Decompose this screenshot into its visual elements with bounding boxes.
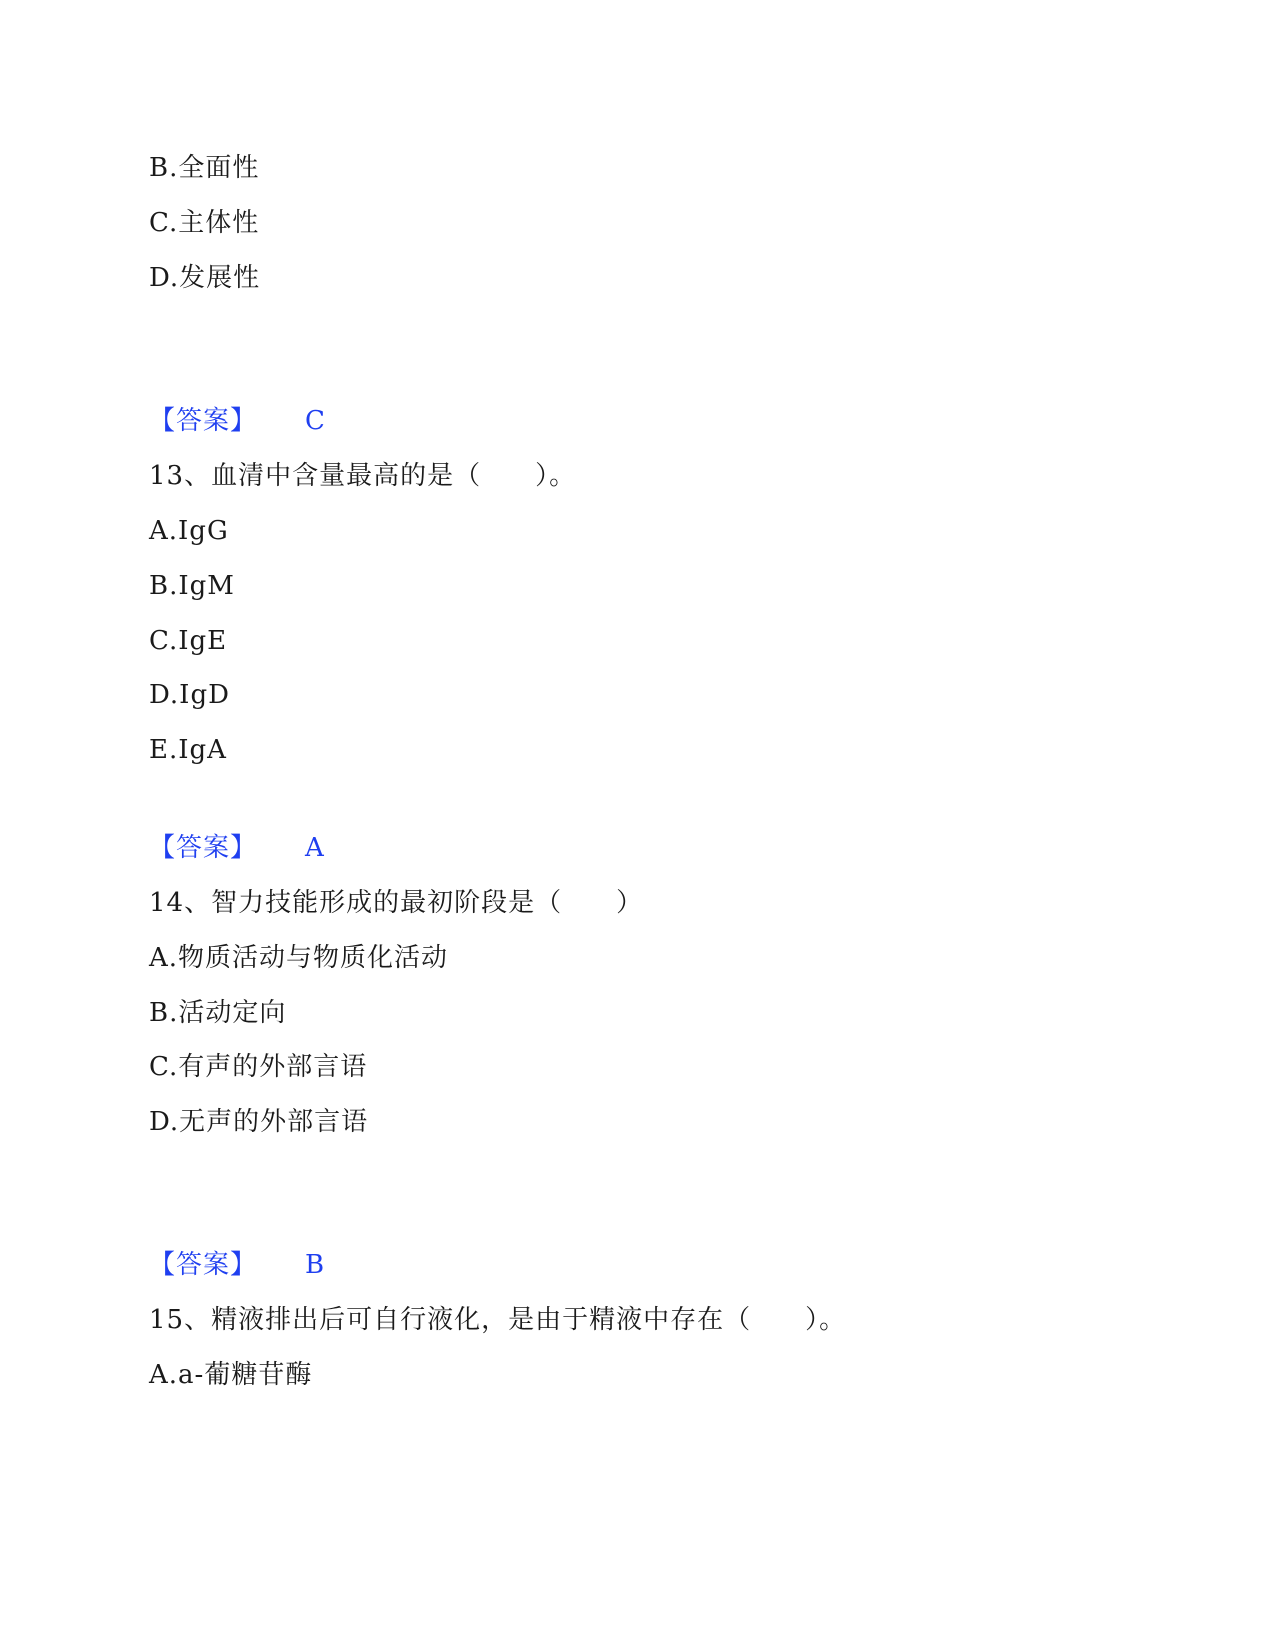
q14-option-c: C.有声的外部言语 [149,1052,368,1082]
q14-question: 14、智力技能形成的最初阶段是（ ） [149,888,644,918]
q12-option-b: B.全面性 [149,153,260,183]
q13-option-a: A.IgG [149,516,229,546]
q12-answer [149,404,325,438]
q13-option-e: E.IgA [149,735,227,765]
answer-value: C [305,406,325,436]
q12-option-c: C.主体性 [149,208,260,238]
q14-option-d: D.无声的外部言语 [149,1107,369,1137]
q12-option-d: D.发展性 [149,263,261,293]
q15-option-a: A.a-葡糖苷酶 [149,1360,313,1390]
q14-answer [149,1248,324,1282]
q15-question: 15、精液排出后可自行液化，是由于精液中存在（ ）。 [149,1305,847,1335]
answer-value: A [305,833,324,863]
q14-option-a: A.物质活动与物质化活动 [149,943,449,973]
q13-question: 13、血清中含量最高的是（ ）。 [149,461,577,491]
answer-label: 【答案】 [149,833,258,863]
q13-option-c: C.IgE [149,626,228,656]
answer-label: 【答案】 [149,1250,258,1280]
q13-option-b: B.IgM [149,571,235,601]
answer-label: 【答案】 [149,406,258,436]
q13-answer [149,831,324,865]
q13-option-d: D.IgD [149,680,230,710]
q14-option-b: B.活动定向 [149,998,287,1028]
answer-value: B [305,1250,325,1280]
